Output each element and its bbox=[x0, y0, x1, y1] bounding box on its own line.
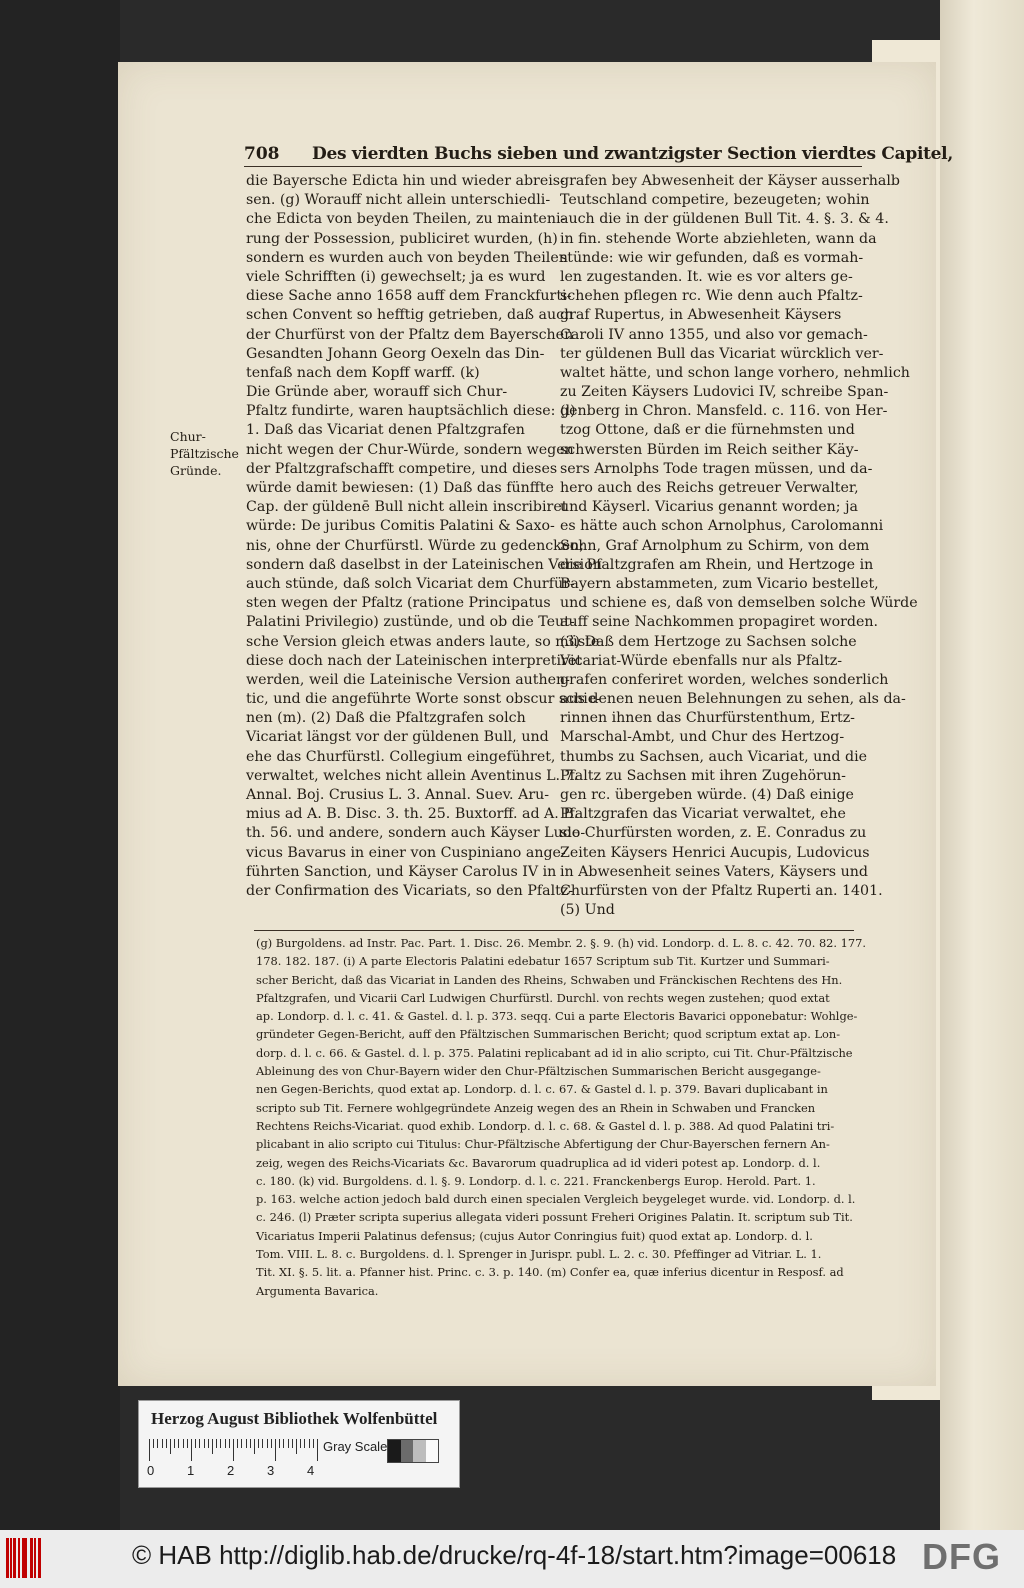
footnote-line: c. 180. (k) vid. Burgoldens. d. l. §. 9. Londorp. d. l. c. 221. Franckenbergs Europ. Herold. Part. 1. bbox=[256, 1173, 816, 1188]
text-line: nis, ohne der Churfürstl. Würde zu gedencken; bbox=[246, 537, 585, 554]
ruler-tick bbox=[296, 1439, 297, 1454]
text-line: (5) Und bbox=[560, 902, 615, 919]
ruler-tick bbox=[304, 1439, 305, 1448]
footnote-rule bbox=[254, 930, 854, 931]
text-line: schwersten Bürden im Reich seither Käy- bbox=[560, 441, 859, 458]
text-line: Teutschland competire, bezeugeten; wohin bbox=[560, 192, 870, 209]
text-line: der Confirmation des Vicariats, so den Pfaltz- bbox=[246, 882, 574, 899]
footnote-line: gründeter Gegen-Bericht, auff den Pfältzischen Summarischen Bericht; quod scriptum extat ap. Lon- bbox=[256, 1027, 841, 1042]
text-line: auch die in der güldenen Bull Tit. 4. §. 3. & 4. bbox=[560, 211, 889, 228]
footnote-line: Tit. XI. §. 5. lit. a. Pfanner hist. Princ. c. 3. p. 140. (m) Confer ea, quæ inferius dicentur in Resposf. ad bbox=[256, 1265, 844, 1280]
barcode-bar bbox=[13, 1538, 16, 1578]
ruler-tick bbox=[157, 1439, 158, 1448]
ruler-scale bbox=[149, 1439, 319, 1461]
text-line: sie Churfürsten worden, z. E. Conradus zu bbox=[560, 825, 867, 842]
ruler-tick bbox=[258, 1439, 259, 1448]
ruler-tick bbox=[237, 1439, 238, 1448]
ruler-tick bbox=[313, 1439, 314, 1448]
footnote-line: dorp. d. l. c. 66. & Gastel. d. l. p. 375. Palatini replicabant ad id in alio scripto, cui Tit. Chur-Pfältzische bbox=[256, 1045, 853, 1060]
text-line: Bayern abstammeten, zum Vicario bestellet, bbox=[560, 575, 879, 592]
ruler-tick bbox=[288, 1439, 289, 1448]
text-line: waltet hätte, und schon lange vorhero, nehmlich bbox=[560, 364, 910, 381]
barcode-bar bbox=[6, 1538, 9, 1578]
text-line: Pfaltz zu Sachsen mit ihren Zugehörun- bbox=[560, 767, 846, 784]
ruler-tick bbox=[233, 1439, 234, 1461]
footnotes-block bbox=[256, 934, 867, 1300]
footnote-line: Tom. VIII. L. 8. c. Burgoldens. d. l. Sprenger in Jurispr. publ. L. 2. c. 30. Pfeffinger ad Vitriar. L. 1. bbox=[256, 1247, 822, 1262]
swatch-black bbox=[388, 1440, 401, 1462]
text-line: sen. (g) Worauff nicht allein unterschiedli- bbox=[246, 192, 551, 209]
text-line: Die Gründe aber, worauff sich Chur- bbox=[246, 384, 508, 401]
text-line: Marschal-Ambt, und Chur des Hertzog- bbox=[560, 729, 845, 746]
text-line: genberg in Chron. Mansfeld. c. 116. von Her- bbox=[560, 403, 888, 420]
footnote-line: (g) Burgoldens. ad Instr. Pac. Part. 1. Disc. 26. Membr. 2. §. 9. (h) vid. Londorp. d. L. 8. c. 42. 70. 82. 177. bbox=[256, 936, 867, 950]
adjacent-page-edge bbox=[940, 0, 1024, 1530]
text-line: thumbs zu Sachsen, auch Vicariat, und die bbox=[560, 748, 868, 765]
text-line: tenfaß nach dem Kopff warff. (k) bbox=[246, 364, 480, 381]
text-line: sche Version gleich etwas anders laute, so müste bbox=[246, 633, 600, 650]
library-color-card bbox=[138, 1400, 460, 1488]
text-line: Palatini Privilegio) zustünde, und ob die Teut- bbox=[246, 614, 575, 631]
swatch-white bbox=[426, 1440, 439, 1462]
credit-link[interactable]: © HAB http://diglib.hab.de/drucke/rq-4f-18/start.htm?image=00618 bbox=[132, 1540, 897, 1570]
footnote-line: nen Gegen-Berichts, quod extat ap. Londorp. d. l. c. 67. & Gastel d. l. p. 379. Bavari duplicabant in bbox=[256, 1082, 828, 1097]
left-text-column bbox=[246, 172, 602, 901]
text-line: verwaltet, welches nicht allein Aventinus L. 7. bbox=[246, 767, 579, 784]
ruler-number: 1 bbox=[187, 1463, 195, 1478]
ruler-tick bbox=[195, 1439, 196, 1448]
barcode-bar bbox=[38, 1538, 41, 1578]
ruler-tick bbox=[254, 1439, 255, 1454]
ruler-tick bbox=[178, 1439, 179, 1448]
footnote-line: plicabant in alio scripto cui Titulus: Chur-Pfältzische Abfertigung der Chur-Bayerschen fernern An- bbox=[256, 1137, 830, 1152]
ruler-tick bbox=[149, 1439, 150, 1461]
text-line: Gesandten Johann Georg Oexeln das Din- bbox=[246, 345, 545, 362]
dfg-logo: DFG bbox=[922, 1536, 1001, 1577]
ruler-tick bbox=[183, 1439, 184, 1448]
text-line: (3) Daß dem Hertzoge zu Sachsen solche bbox=[560, 633, 857, 650]
swatch-light-gray bbox=[413, 1440, 426, 1462]
text-line: schehen pflegen rc. Wie denn auch Pfaltz- bbox=[560, 288, 863, 305]
text-line: Cap. der güldenē Bull nicht allein inscribiret bbox=[246, 499, 568, 516]
text-line: sondern daß daselbst in der Lateinischen Version bbox=[246, 556, 602, 573]
footnote-line: ap. Londorp. d. l. c. 41. & Gastel. d. l. p. 373. seqq. Cui a parte Electoris Bavarici opponebatur: Wohlge- bbox=[256, 1009, 858, 1024]
ruler-tick bbox=[262, 1439, 263, 1448]
text-line: aus denen neuen Belehnungen zu sehen, als da- bbox=[560, 691, 906, 708]
ruler-tick bbox=[212, 1439, 213, 1454]
footnote-line: zeig, wegen des Reichs-Vicariats &c. Bavarorum quadruplica ad id videri potest ap. Londorp. d. l. bbox=[256, 1155, 821, 1170]
barcode-icon bbox=[6, 1538, 44, 1578]
text-line: graf Rupertus, in Abwesenheit Käysers bbox=[560, 307, 842, 324]
text-line: th. 56. und andere, sondern auch Käyser Ludo- bbox=[246, 825, 586, 842]
ruler-tick bbox=[292, 1439, 293, 1448]
text-line: würde: De juribus Comitis Palatini & Saxo- bbox=[246, 518, 555, 535]
text-line: gen rc. übergeben würde. (4) Daß einige bbox=[560, 787, 854, 803]
ruler-number: 2 bbox=[227, 1463, 235, 1478]
text-line: auff seine Nachkommen propagiret worden. bbox=[560, 614, 879, 631]
text-line: viele Schrifften (i) gewechselt; ja es wurd bbox=[246, 268, 546, 285]
footnote-line: Pfaltzgrafen, und Vicarii Carl Ludwigen Churfürstl. Durchl. von rechts wegen zustehen; quod extat bbox=[256, 990, 830, 1005]
text-line: len zugestanden. It. wie es vor alters ge- bbox=[560, 268, 853, 285]
barcode-bar bbox=[18, 1538, 20, 1578]
text-line: rinnen ihnen das Churfürstenthum, Ertz- bbox=[560, 710, 855, 727]
text-line: in Abwesenheit seines Vaters, Käysers und bbox=[560, 863, 868, 880]
text-line: diese doch nach der Lateinischen interpretiret bbox=[246, 652, 582, 669]
text-line: vicus Bavarus in einer von Cuspiniano ange- bbox=[246, 844, 566, 861]
library-name: Herzog August Bibliothek Wolfenbüttel bbox=[151, 1409, 438, 1428]
text-line: werden, weil die Lateinische Version authen- bbox=[246, 671, 570, 688]
gray-scale-swatches bbox=[387, 1439, 439, 1463]
ruler-number: 0 bbox=[147, 1463, 155, 1478]
text-line: sten wegen der Pfaltz (ratione Principatus bbox=[246, 595, 551, 612]
barcode-bar bbox=[10, 1538, 12, 1578]
text-line: sers Arnolphs Tode tragen müssen, und da- bbox=[560, 460, 873, 477]
text-line: che Edicta von beyden Theilen, zu mainteni- bbox=[246, 211, 566, 228]
ruler-tick bbox=[250, 1439, 251, 1448]
text-line: Pfaltzgrafen das Vicariat verwaltet, ehe bbox=[560, 806, 846, 823]
text-line: schen Convent so hefftig getrieben, daß auch bbox=[246, 307, 574, 324]
ruler-tick bbox=[246, 1439, 247, 1448]
ruler-tick bbox=[170, 1439, 171, 1454]
text-line: der Churfürst von der Pfaltz dem Bayerschen bbox=[246, 326, 574, 343]
text-line: nicht wegen der Chur-Würde, sondern wegen bbox=[246, 441, 574, 458]
text-line: Vicariat-Würde ebenfalls nur als Pfaltz- bbox=[560, 652, 843, 669]
ruler-tick bbox=[216, 1439, 217, 1448]
text-line: diese Sache anno 1658 auff dem Franckfurti- bbox=[246, 288, 572, 305]
ruler-tick bbox=[162, 1439, 163, 1448]
footnote-line: Vicariatus Imperii Palatinus defensus; (cujus Autor Conringius fuit) quod extat ap. Londorp. d. l. bbox=[256, 1228, 813, 1243]
text-line: sondern es wurden auch von beyden Theilen bbox=[246, 249, 568, 266]
barcode-bar bbox=[25, 1538, 27, 1578]
gray-scale-label: Gray Scale bbox=[323, 1439, 388, 1454]
margin-note: Chur-Pfältzische Gründe. bbox=[170, 429, 239, 478]
page-number: 708 bbox=[244, 144, 280, 164]
text-line: Caroli IV anno 1355, und also vor gemach- bbox=[560, 326, 868, 343]
text-line: und Käyserl. Vicarius genannt worden; ja bbox=[560, 499, 858, 516]
ruler-tick bbox=[271, 1439, 272, 1448]
scan-background bbox=[0, 0, 120, 1530]
ruler-tick bbox=[279, 1439, 280, 1448]
ruler-tick bbox=[199, 1439, 200, 1448]
text-line: Pfaltz fundirte, waren hauptsächlich diese: (l) bbox=[246, 403, 576, 420]
ruler-tick bbox=[187, 1439, 188, 1448]
running-title: Des vierdten Buchs sieben und zwantzigster Section vierdtes Capitel, bbox=[312, 144, 953, 164]
text-line: ehe das Churfürstl. Collegium eingeführet, bbox=[246, 748, 556, 765]
footnote-line: scripto sub Tit. Fernere wohlgegründete Anzeig wegen des an Rhein in Schwaben und Francken bbox=[256, 1100, 816, 1115]
footnote-line: Ableinung des von Chur-Bayern wider den Chur-Pfältzischen Summarischen Bericht ausgegange- bbox=[256, 1064, 821, 1079]
text-line: tic, und die angeführte Worte sonst obscur schie- bbox=[246, 691, 601, 708]
text-line: Sohn, Graf Arnolphum zu Schirm, von dem bbox=[560, 537, 870, 554]
text-line: zu Zeiten Käysers Ludovici IV, schreibe Span- bbox=[560, 384, 889, 401]
footnote-line: c. 246. (l) Præter scripta superius allegata videri possunt Freheri Origines Palatin. It. scriptum sub Tit. bbox=[256, 1210, 853, 1225]
ruler-tick bbox=[267, 1439, 268, 1448]
ruler-tick bbox=[225, 1439, 226, 1448]
ruler-number: 4 bbox=[307, 1463, 315, 1478]
text-line: Zeiten Käysers Henrici Aucupis, Ludovicus bbox=[560, 844, 870, 861]
text-line: mius ad A. B. Disc. 3. th. 25. Buxtorff. ad A. B. bbox=[246, 806, 579, 823]
ruler-tick bbox=[220, 1439, 221, 1448]
ruler-tick bbox=[174, 1439, 175, 1448]
ruler-tick bbox=[166, 1439, 167, 1448]
text-line: rung der Possession, publiciret wurden, (h) bbox=[246, 230, 558, 247]
barcode-bar bbox=[30, 1538, 33, 1578]
text-line: hero auch des Reichs getreuer Verwalter, bbox=[560, 480, 859, 496]
ruler-tick bbox=[283, 1439, 284, 1448]
text-line: und schiene es, daß von demselben solche Würde bbox=[560, 595, 918, 612]
ruler-tick bbox=[275, 1439, 276, 1461]
text-line: grafen bey Abwesenheit der Käyser ausserhalb bbox=[560, 173, 900, 189]
ruler-tick bbox=[204, 1439, 205, 1448]
text-line: Annal. Boj. Crusius L. 3. Annal. Suev. Aru- bbox=[246, 787, 550, 803]
ruler-tick bbox=[300, 1439, 301, 1448]
text-line: grafen conferiret worden, welches sonderlich bbox=[560, 671, 889, 688]
footnote-line: scher Bericht, daß das Vicariat in Landen des Rheins, Schwaben und Fränckischen Rechtens des Hn. bbox=[256, 972, 843, 987]
text-line: der Pfaltzgrafschafft competire, und dieses bbox=[246, 460, 558, 477]
running-header bbox=[244, 144, 953, 172]
barcode-bar bbox=[34, 1538, 36, 1578]
text-line: tzog Ottone, daß er die fürnehmsten und bbox=[560, 422, 855, 439]
text-line: führten Sanction, und Käyser Carolus IV in bbox=[246, 863, 557, 880]
text-line: auch stünde, daß solch Vicariat dem Churfür- bbox=[246, 575, 575, 592]
text-line: nen (m). (2) Daß die Pfaltzgrafen solch bbox=[246, 710, 526, 727]
right-text-column bbox=[560, 172, 918, 920]
footnote-line: 178. 182. 187. (i) A parte Electoris Palatini edebatur 1657 Scriptum sub Tit. Kurtzer und Summari- bbox=[256, 954, 830, 969]
text-line: es hätte auch schon Arnolphus, Carolomanni bbox=[560, 518, 884, 535]
footnote-line: Argumenta Bavarica. bbox=[256, 1283, 379, 1298]
ruler-tick bbox=[241, 1439, 242, 1448]
text-line: ter güldenen Bull das Vicariat würcklich ver- bbox=[560, 345, 884, 362]
ruler-number: 3 bbox=[267, 1463, 275, 1478]
ruler-tick bbox=[153, 1439, 154, 1448]
footnote-line: Rechtens Reichs-Vicariat. quod exhib. Londorp. d. l. c. 68. & Gastel d. l. p. 388. Ad quod Palatini tri- bbox=[256, 1118, 835, 1133]
text-line: in fin. stehende Worte abziehleten, wann da bbox=[560, 230, 877, 247]
text-line: stünde: wie wir gefunden, daß es vormah- bbox=[560, 249, 864, 266]
text-line: würde damit bewiesen: (1) Daß das fünffte bbox=[246, 480, 554, 496]
text-line: Vicariat längst vor der güldenen Bull, und bbox=[246, 729, 549, 746]
header-rule bbox=[244, 166, 862, 167]
text-line: Churfürsten von der Pfaltz Ruperti an. 1401. bbox=[560, 882, 883, 899]
ruler-tick bbox=[229, 1439, 230, 1448]
text-line: die Pfaltzgrafen am Rhein, und Hertzoge in bbox=[560, 556, 874, 573]
swatch-dark-gray bbox=[401, 1440, 414, 1462]
ruler-tick bbox=[317, 1439, 318, 1461]
document-page bbox=[118, 62, 953, 1386]
footnote-line: p. 163. welche action jedoch bald durch einen specialen Vergleich beygeleget wurde. vid. Londorp. d. l. bbox=[256, 1192, 856, 1207]
text-line: die Bayersche Edicta hin und wieder abreis- bbox=[246, 173, 565, 189]
ruler-tick bbox=[208, 1439, 209, 1448]
footer-bar bbox=[0, 1530, 1024, 1588]
ruler-tick bbox=[191, 1439, 192, 1461]
text-line: 1. Daß das Vicariat denen Pfaltzgrafen bbox=[246, 422, 525, 439]
ruler-tick bbox=[309, 1439, 310, 1448]
